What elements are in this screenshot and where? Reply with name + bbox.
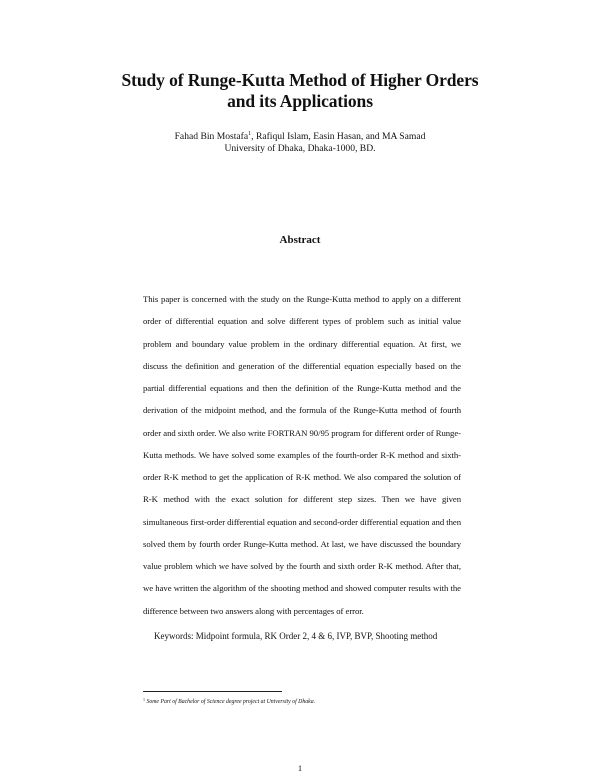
footnote-divider	[143, 691, 282, 692]
affiliation: University of Dhaka, Dhaka-1000, BD.	[224, 142, 376, 154]
author-list	[100, 131, 500, 143]
keywords: Keywords: Midpoint formula, RK Order 2, 4 & 6, IVP, BVP, Shooting method	[154, 631, 438, 641]
page-number: 1	[297, 763, 303, 773]
footnote	[143, 698, 483, 706]
abstract-body: This paper is concerned with the study on the Runge-Kutta method to apply on a different order of differential equation and solve different types of problem such as initial value problem and boundary value problem in the ordinary differential equation. At first, we discuss the definition and generation of the differential equation especially based on the partial differential equations and then the definition of the Runge-Kutta method and the derivation of the midpoint method, and the formula of the Runge-Kutta method of fourth order and sixth order. We also write FORTRAN 90/95 program for different order of Runge-Kutta methods. We have solved some examples of the fourth-order R-K method and sixth-order R-K method to get the application of R-K method. We also compared the solution of R-K method with the exact solution for different step sizes. Then we have given simultaneous first-order differential equation and second-order differential equation and then solved them by fourth order Runge-Kutta method. At last, we have discussed the boundary value problem which we have solved by the fourth and sixth order R-K method. After that, we have written the algorithm of the shooting method and showed computer results with the difference between two answers along with percentages of error.	[143, 294, 461, 616]
author-block	[100, 131, 500, 154]
first-author: Fahad Bin Mostafa	[174, 131, 249, 142]
paper-title-line-2: and its Applications	[227, 91, 373, 111]
first-author-footnote-mark: 1	[248, 131, 252, 137]
abstract-heading: Abstract	[279, 234, 321, 246]
footnote-mark: 1	[143, 697, 145, 702]
footnote-text: Some Part of Bachelor of Science degree project at University of Dhaka.	[145, 699, 316, 705]
other-authors: , Rafiqul Islam, Easin Hasan, and MA Samad	[251, 131, 426, 142]
paper-title-line-1: Study of Runge-Kutta Method of Higher Orders	[121, 70, 479, 90]
paper-title	[100, 70, 500, 112]
